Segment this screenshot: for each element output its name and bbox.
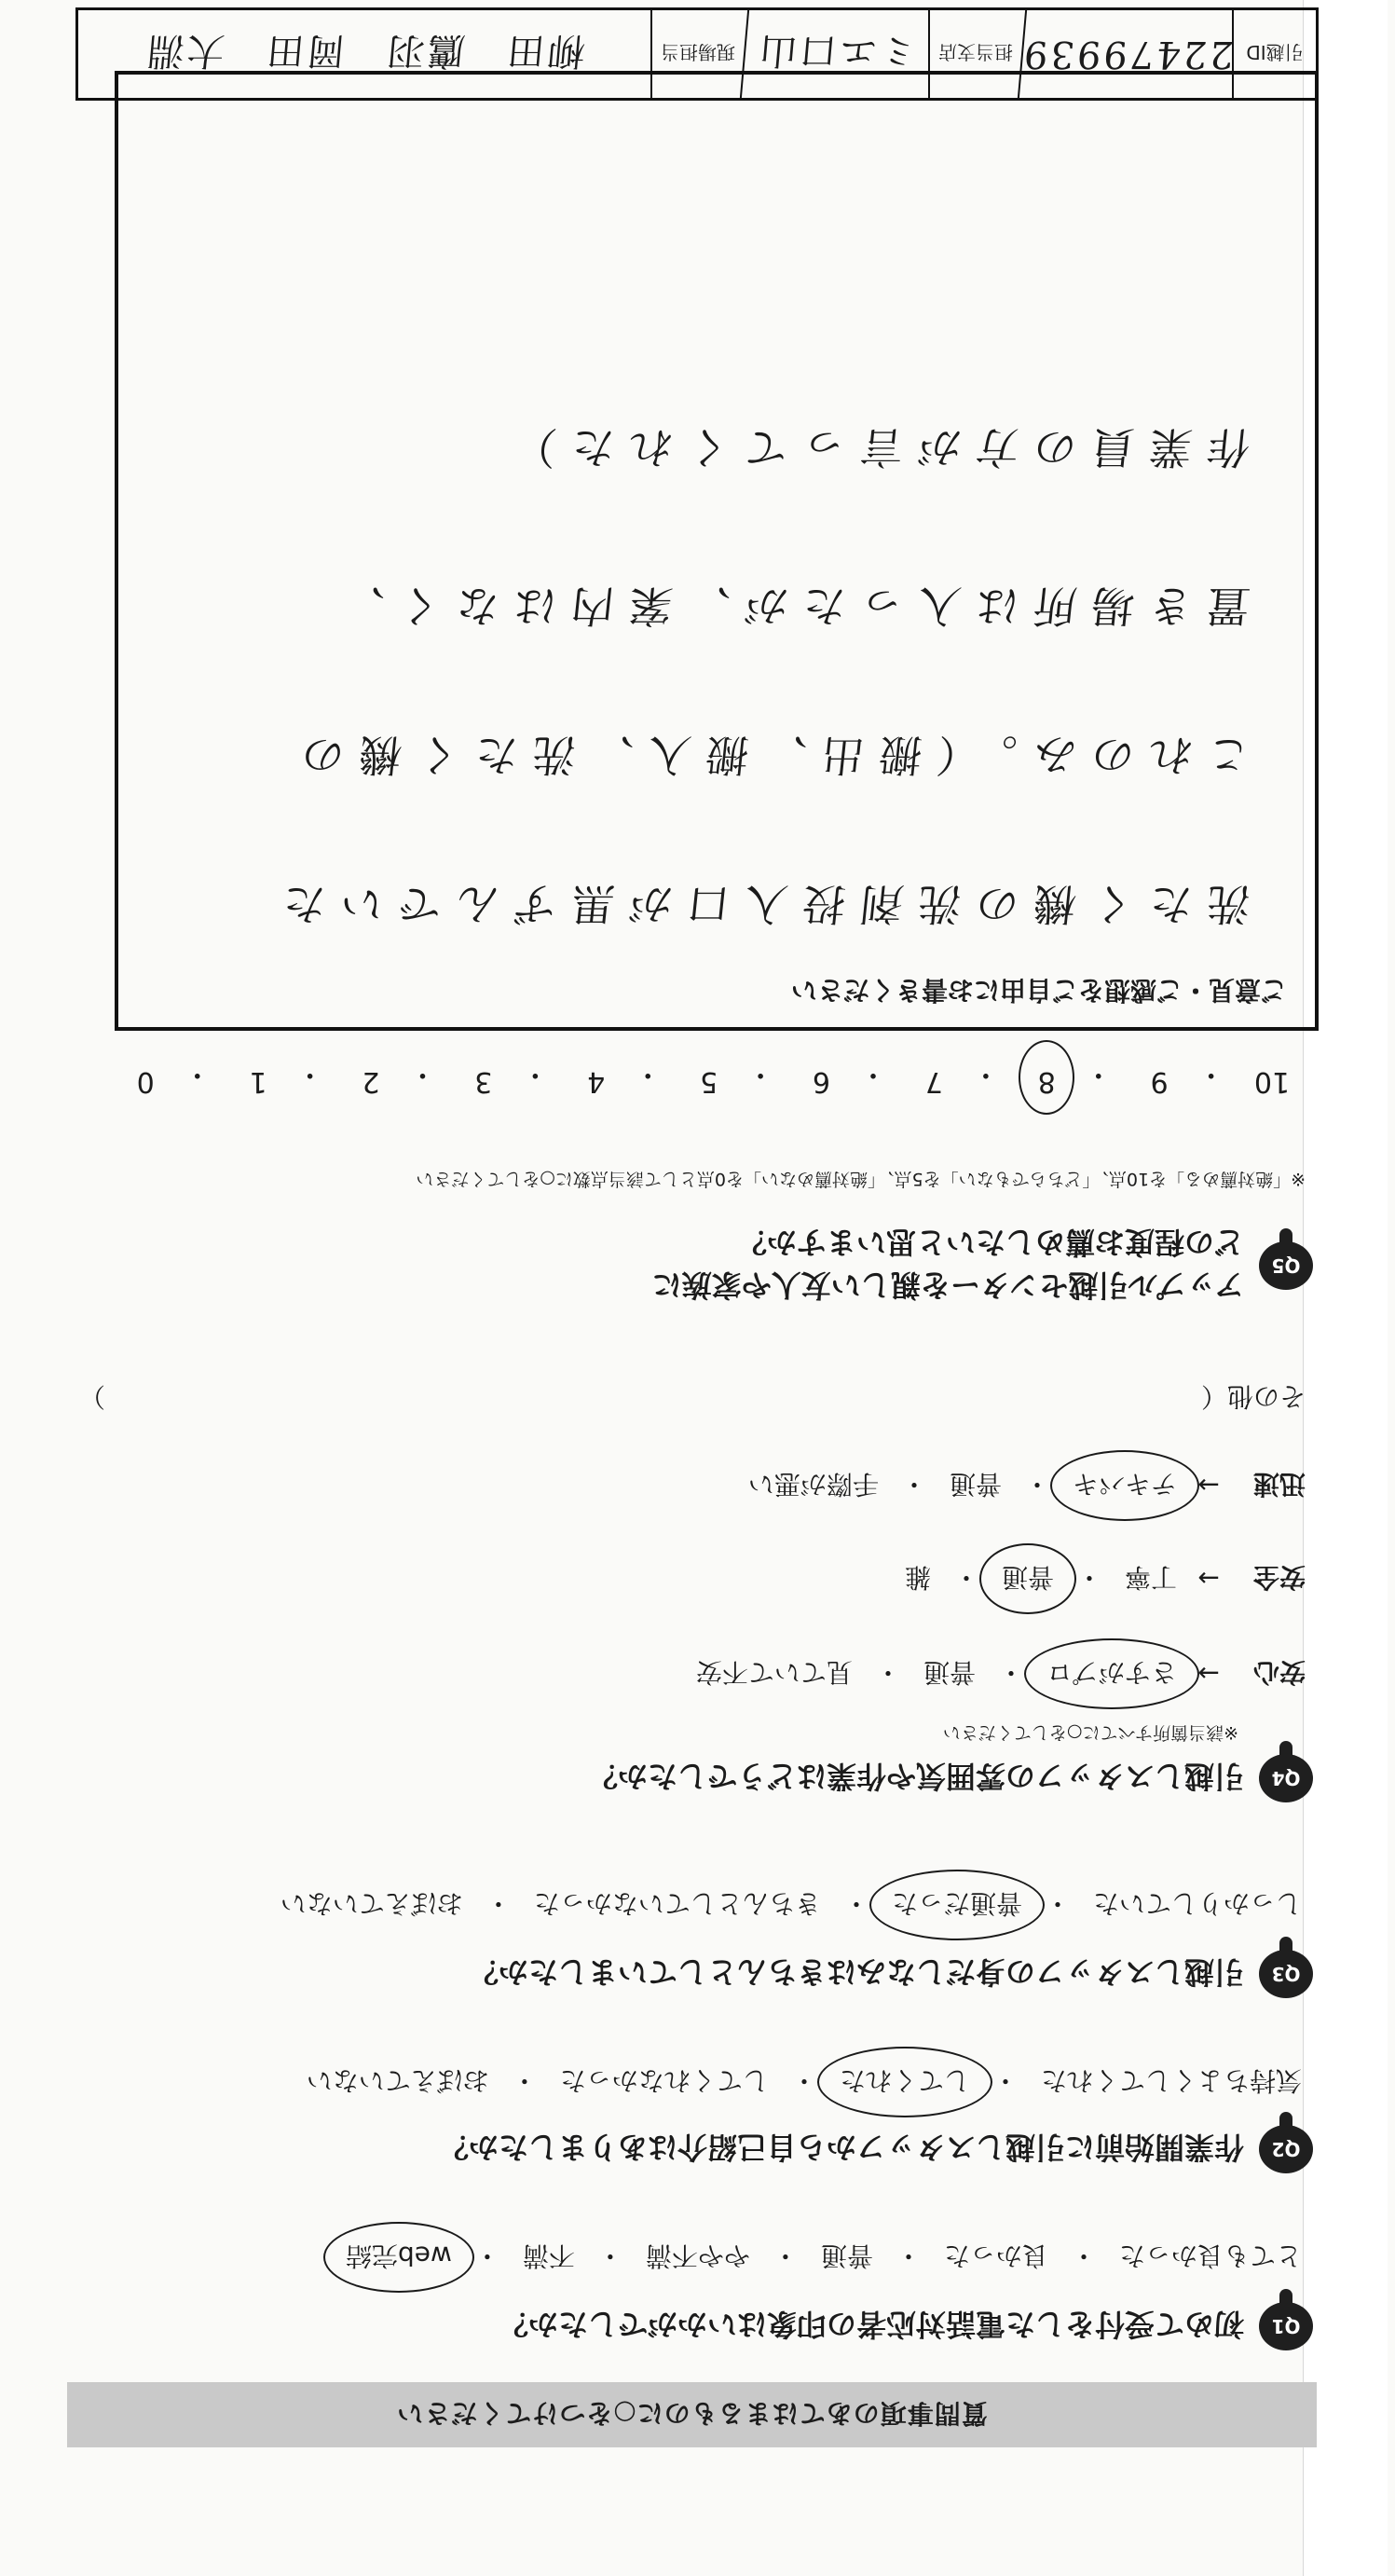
q2-question: 作業開始前に引越しスタッフから自己紹介はありましたか？ [438, 2130, 1244, 2165]
q4-note: ※該当箇所すべてに○をしてください [942, 1722, 1238, 1743]
q1-option-selected[interactable]: web完結 [342, 2239, 456, 2276]
q3-options: しっかりしていた ・ 普通だった ・ きちんとしていなかった ・ おぼえていない [277, 1886, 1306, 1924]
q3-option[interactable]: しっかりしていた [1092, 1888, 1302, 1919]
q2-heading [439, 2125, 1313, 2173]
q4-option[interactable]: 普通 [949, 1469, 1002, 1500]
q4-row-jinsoku: 迅速 → テキパキ ・ 普通 ・ 手際が悪い [745, 1467, 1306, 1504]
q1-option[interactable]: 普通 [820, 2240, 873, 2271]
q5-heading [652, 1223, 1313, 1309]
q2-badge-icon: Q2 [1259, 2125, 1313, 2173]
q4-heading [588, 1754, 1313, 1802]
q2-option[interactable]: おぼえていない [306, 2065, 489, 2096]
q4-other-label[interactable]: その他（ [1200, 1381, 1306, 1412]
q3-heading [469, 1950, 1313, 1998]
q1-option[interactable]: とても良かった [1118, 2240, 1302, 2271]
q4-option[interactable]: 丁寧 [1124, 1562, 1177, 1593]
q3-badge-icon: Q3 [1259, 1950, 1313, 1998]
handwritten-comment-line: 置き場所は入ったが、案内はなく、 [323, 581, 1253, 631]
q5-question-line2: どの程度お薦めしたいと思いますか？ [736, 1225, 1244, 1260]
q4-question: 引越しスタッフの雰囲気や作業はどうでしたか？ [587, 1759, 1244, 1794]
q5-question-block [652, 1223, 1244, 1309]
q5-note: ※「絶対薦める」を10点、「どちらでもない」を5点、「絶対薦めない」を0点として該当点数に○をしてください [416, 1169, 1306, 1189]
staff-value: 柳田 鷹羽 岡田 大淵 [142, 29, 587, 73]
q2-option[interactable]: してくれなかった [559, 2065, 769, 2096]
q5-question-line1: アップル引越センターを親しい友人や家族に [651, 1267, 1244, 1303]
q2-option[interactable]: 気持ちよくしてくれた [1040, 2065, 1302, 2096]
staff-label: 現場担当 [650, 10, 744, 98]
q4-row-anshin: 安心 → さすがプロ ・ 普通 ・ 見ていて不安 [692, 1655, 1306, 1692]
q5-score[interactable]: 3 [474, 1065, 493, 1098]
arrow-right-icon: → [1197, 1470, 1220, 1501]
instruction-banner: 質問事項のあてはまるものに○をつけてください [67, 2382, 1317, 2447]
q4-option[interactable]: 手際が悪い [747, 1469, 879, 1500]
move-id-value: 22479939 [1018, 10, 1236, 98]
q4-other-close: ） [78, 1381, 105, 1412]
arrow-right-icon: → [1197, 1563, 1220, 1595]
q5-score[interactable]: 1 [249, 1065, 267, 1098]
q5-score[interactable]: 4 [587, 1065, 606, 1098]
q3-option-selected[interactable]: 普通だった [888, 1886, 1026, 1924]
q3-option[interactable]: きちんとしていなかった [533, 1888, 821, 1919]
q5-scale: 10 ・ 9 ・ 8 ・ 7 ・ 6 ・ 5 ・ 4 ・ 3 ・ 2 ・ 1 ・ 0 [119, 1057, 1298, 1098]
q5-score[interactable]: 5 [700, 1065, 718, 1098]
q1-heading [499, 2302, 1313, 2350]
q1-option[interactable]: 良かった [943, 2240, 1048, 2271]
q4-option[interactable]: 普通 [923, 1657, 976, 1688]
arrow-right-icon: → [1197, 1658, 1220, 1690]
handwritten-comment-line: これのみ。（搬出、搬入、洗たく機の [283, 730, 1253, 780]
q4-row-anzen: 安全 → 丁寧 ・ 普通 ・ 雑 [901, 1560, 1306, 1597]
q4-row-label: 迅速 [1252, 1469, 1306, 1500]
handwritten-comment-line: 作業員の方が言ってくれた） [496, 422, 1253, 473]
q4-row-label: 安全 [1252, 1562, 1306, 1593]
q5-badge-icon: Q5 [1259, 1241, 1313, 1290]
q1-question: 初めて受付をした電話対応者の印象はいかがでしたか？ [498, 2307, 1244, 2342]
q3-question: 引越しスタッフの身だしなみはきちんとしていましたか？ [468, 1954, 1244, 1990]
branch-label: 担当支店 [928, 10, 1021, 98]
move-id-label: 引越ID [1232, 10, 1316, 98]
q4-option-selected[interactable]: 普通 [998, 1560, 1058, 1597]
branch-value: ミエ口山 [740, 10, 932, 98]
q4-option[interactable]: 雑 [904, 1562, 931, 1593]
q4-option-selected[interactable]: さすがプロ [1043, 1655, 1181, 1692]
q1-option[interactable]: 不満 [522, 2240, 575, 2271]
comments-title: ご意見・ご感想をご自由にお書きください [790, 975, 1287, 1006]
q5-score[interactable]: 2 [362, 1065, 380, 1098]
q5-score-selected[interactable]: 8 [1020, 1057, 1073, 1098]
comments-box[interactable] [115, 71, 1319, 1031]
q5-score[interactable]: 0 [136, 1065, 155, 1098]
q5-score[interactable]: 9 [1150, 1065, 1169, 1098]
q5-score[interactable]: 7 [924, 1065, 943, 1098]
q2-option-selected[interactable]: してくれた [836, 2063, 974, 2101]
q1-badge-icon: Q1 [1259, 2302, 1313, 2350]
q4-row-label: 安心 [1252, 1657, 1306, 1688]
q5-score[interactable]: 6 [812, 1065, 831, 1098]
q5-score[interactable]: 10 [1253, 1065, 1291, 1098]
q2-options: 気持ちよくしてくれた ・ してくれた ・ してくれなかった ・ おぼえていない [303, 2063, 1306, 2101]
header-table [75, 7, 1319, 101]
q1-options: とても良かった ・ 良かった ・ 普通 ・ やや不満 ・ 不満 ・ web完結 [342, 2239, 1306, 2276]
q3-option[interactable]: おぼえていない [280, 1888, 463, 1919]
q4-option[interactable]: 見ていて不安 [695, 1657, 853, 1688]
q4-badge-icon: Q4 [1259, 1754, 1313, 1802]
handwritten-comment-line: 洗たく機の洗剤投入口が黒ずんでいた [265, 879, 1253, 929]
q1-option[interactable]: やや不満 [645, 2240, 750, 2271]
q4-option-selected[interactable]: テキパキ [1069, 1467, 1181, 1504]
